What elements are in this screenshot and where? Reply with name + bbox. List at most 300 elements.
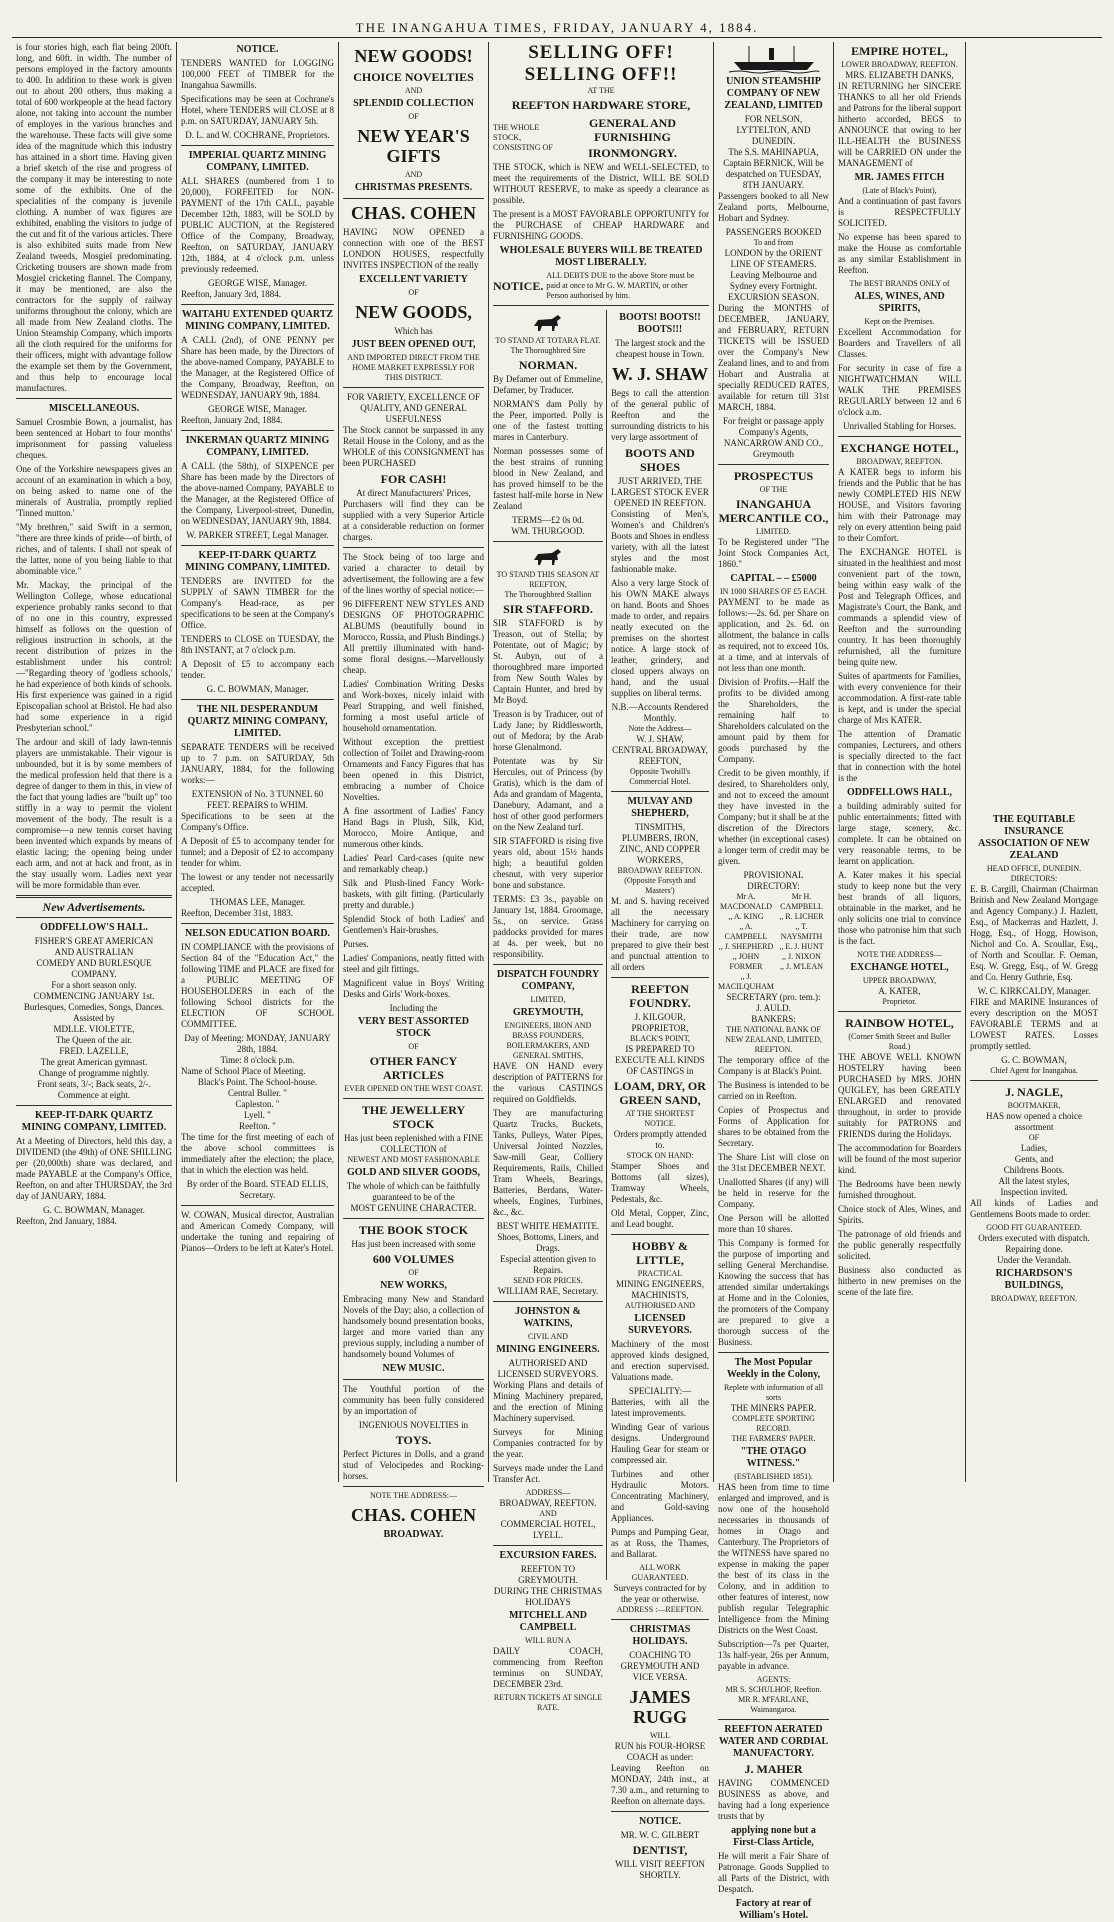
divider	[181, 304, 334, 305]
general-furnishing: GENERAL AND FURNISHING	[588, 116, 677, 144]
masthead: THE INANGAHUA TIMES, FRIDAY, JANUARY 4, 1884.	[355, 20, 759, 35]
new-advertisements-heading: New Advertisements.	[42, 900, 146, 914]
applying: applying none but a First-Class Article,	[731, 1825, 816, 1848]
broadway-reefton: BROADWAY, REEFTON.	[856, 457, 943, 466]
note-address: NOTE THE ADDRESS—	[857, 950, 942, 959]
oddfellows-line: FISHER'S GREAT AMERICAN	[34, 936, 154, 946]
directors-list: E. B. Cargill, Chairman (Chairman British and New Zealand Mortgage and Agency Company.) J. Hazlett, Esq., of Mackerras and Hazlett, J. Hogg, Esq., of Hogg, Howison, Nichol and Co. A. Scoullar, Esq., of North and Scoullar. F. Oeman, Esq. W. Gregg, Esq., of W. Gregg and Co. Henry Guthrie, Esq.	[970, 884, 1098, 982]
whole-stock: THE WHOLE STOCK, CONSISTING OF	[493, 123, 553, 152]
divider	[611, 1234, 709, 1235]
norman-dam: NORMAN'S dam Polly by the Peer, imported. Polly is one of the fastest trotting mares in Canterbury.	[493, 399, 603, 442]
oddfellows-line: FRED. LAZELLE,	[59, 1046, 129, 1056]
business: The Business is intended to be carried on in Reefton.	[718, 1080, 829, 1101]
mercantile-co: INANGAHUA MERCANTILE CO.,	[718, 497, 829, 525]
continuation: And a continuation of past favors is RESPECTFULLY SOLICITED.	[838, 196, 961, 228]
ever-opened: EVER OPENED ON THE WEST COAST.	[344, 1084, 483, 1093]
tinsmiths: TINSMITHS, PLUMBERS, IRON, ZINC, AND COPPER WORKERS,	[619, 822, 701, 865]
johnston-watkins: JOHNSTON & WATKINS,	[515, 1306, 581, 1329]
divider	[181, 145, 334, 146]
orders-executed: Orders executed with dispatch.	[978, 1233, 1090, 1243]
farmers: THE FARMERS' PAPER.	[731, 1434, 816, 1443]
suites: Suites of apartments for Families, with every convenience for their accommodation. A first-rate table is kept, and is under the special charge of Mrs KATER.	[838, 671, 961, 725]
good-fit: GOOD FIT GUARANTEED.	[986, 1223, 1082, 1232]
nagle: J. NAGLE,	[1005, 1085, 1063, 1099]
toys: TOYS.	[395, 1433, 432, 1447]
limited: LIMITED.	[756, 527, 791, 536]
and-label: AND	[404, 86, 423, 95]
batteries: Batteries, with all the latest improvements.	[611, 1397, 709, 1418]
inspection: Inspection invited.	[1000, 1187, 1068, 1197]
divider	[181, 1205, 334, 1206]
oddfellows-line: COMEDY AND BURLESQUE	[36, 958, 152, 968]
run-coach: RUN his FOUR-HORSE COACH as under:	[614, 1741, 706, 1762]
to-from: To and from	[753, 238, 794, 247]
nelson-row: Lyell. "	[244, 1110, 271, 1120]
nil-works: EXTENSION of No. 3 TUNNEL 60 FEET. REPAIRS to WHIM.	[191, 789, 324, 810]
misc-item: Samuel Crosmbie Bown, a journalist, has been sentenced at Hobart to four months' imprisonment for passing valueless cheques.	[16, 417, 172, 460]
divider	[343, 1379, 484, 1380]
bowman: G. C. BOWMAN,	[1001, 1055, 1067, 1065]
send-prices: SEND FOR PRICES.	[513, 1276, 583, 1285]
card-cases: Ladies' Pearl Card-cases (quite new and remarkably cheap.)	[343, 853, 484, 874]
contracted: Surveys contracted for by the year or otherwise.	[613, 1583, 707, 1604]
christmas-presents: CHRISTMAS PRESENTS.	[354, 182, 473, 193]
authorised-and: AUTHORISED AND	[625, 1301, 695, 1310]
notice-text: ALL DEBTS DUE to the above Store must be paid at once to Mr G. W. MARTIN, or other Person authorised by him.	[546, 271, 695, 300]
waitahu-title: WAITAHU EXTENDED QUARTZ MINING COMPANY, LIMITED.	[181, 309, 334, 332]
director-name: ,, R. LICHER	[779, 912, 824, 921]
hall: a building admirably suited for public entertainments; fitted with large stage, scenery, &c. complete. It can be obtained on very reasonable terms, to be learnt on application.	[838, 801, 961, 866]
hostelry: THE ABOVE WELL KNOWN HOSTELRY having been PURCHASED by MRS. JOHN QUIGLEY, has been GREATLY ENLARGED and renovated throughout, in order to provide suitably for PATRONS and FRIENDS during the Holidays.	[838, 1052, 961, 1139]
formed: This Company is formed for the purpose of importing and selling General Merchandise. Knowing the success that has attended similar undertakings at Home and in the Colonies, the promoters of the Company are prepared to give a thorough success of the Business.	[718, 1238, 829, 1347]
broadway: BROADWAY.	[383, 1529, 444, 1540]
divider	[611, 977, 709, 978]
licensed-surveyors: LICENSED SURVEYORS.	[628, 1313, 692, 1336]
danks: MRS. ELIZABETH DANKS,	[845, 70, 954, 80]
address: ADDRESS—	[525, 1488, 571, 1497]
capital: CAPITAL – – £5000	[730, 573, 817, 584]
oddfellows-line: The Queen of the air.	[55, 1035, 133, 1045]
accommodation: Excellent Accommodation for Boarders and Travellers of all Classes.	[838, 327, 961, 359]
consisting: Consisting of Men's, Women's and Children's Boots and Shoes in endless variety, with all the latest styles and the most fashionable make.	[611, 509, 709, 574]
divider	[181, 923, 334, 924]
thoroughbred-sire: The Thoroughbred Sire	[510, 346, 586, 355]
bankers: BANKERS:	[751, 1014, 796, 1024]
largest-stock: The largest stock and the cheapest house in Town.	[615, 338, 705, 359]
oddfellows-hall: ODDFELLOWS HALL,	[846, 787, 953, 798]
credit: Credit to be given monthly, if desired, to Shareholders only, and not to exceed the amount they have invested in the Company; but it shall be at the discretion of the Directors whether (in exceptional cases) a longer term of credit may be given.	[718, 768, 829, 866]
hobby-little: HOBBY & LITTLE,	[632, 1239, 688, 1267]
return-tickets: RETURN TICKETS AT SINGLE RATE.	[493, 1693, 603, 1712]
writing-desks: Ladies' Combination Writing Desks and Work-boxes, nicely inlaid with Pearl Strapping, and well finished, forming a most useful article of household ornamentation.	[343, 679, 484, 733]
authorised-surveyors: AUTHORISED AND LICENSED SURVEYORS.	[497, 1358, 599, 1379]
masthead-rule	[12, 37, 1102, 38]
nelson-table-head: Name of School Place of Meeting.	[181, 1066, 306, 1076]
horse-icon	[530, 546, 566, 568]
waitahu-body: A CALL (2nd), of ONE PENNY per Share has been made, by the Directors of the above-named Company, PAYABLE to the Manager, at the Registered Office of the Company, Broadway, Reefton, on WEDNESDAY, JANUARY 9th, 1884.	[181, 335, 334, 400]
oddfellows-line: For a short season only.	[51, 980, 137, 990]
share-list: The Share List will close on the 31st DECEMBER NEXT.	[718, 1152, 829, 1173]
auld: J. AULD.	[756, 1003, 791, 1013]
stafford-body: SIR STAFFORD is by Treason, out of Stella; by Potentate, out of Magic; by St. Aubyn, out of a thoroughbred mare imported from New South Wales by Captain Hunter, and bred by Mr Boyd.	[493, 618, 603, 705]
cochrane-signature: D. L. and W. COCHRANE, Proprietors.	[185, 130, 330, 140]
divider	[611, 1811, 709, 1812]
chief-agent: Chief Agent for Inangahua.	[990, 1066, 1078, 1075]
at-direct: At direct Manufacturers' Prices,	[356, 488, 471, 498]
reefton-greymouth: REEFTON TO GREYMOUTH.	[518, 1564, 578, 1585]
divider	[343, 1098, 484, 1099]
nelson-table	[181, 1077, 334, 1132]
equitable-insurance: THE EQUITABLE INSURANCE ASSOCIATION OF NEW ZEALAND	[978, 814, 1090, 861]
imported-direct: AND IMPORTED DIRECT FROM THE HOME MARKET EXPRESSLY FOR THIS DISTRICT.	[347, 353, 480, 382]
mahinapua: The S.S. MAHINAPUA, Captain BERNICK, Will be despatched on TUESDAY, 8TH JANUARY.	[723, 147, 824, 190]
sporting: COMPLETE SPORTING RECORD.	[732, 1414, 815, 1433]
new-music: NEW MUSIC.	[382, 1363, 445, 1374]
misc-item: Mr. Mackay, the principal of the Wellington College, whose educational experience probably ranks second to that of no one in this country, expressed himself as follows on the question of religious instruction in schools, at the recent distribution of prizes in the establishment under his control:—"Regarding theory of 'godless schools,' he had experience of both kinds of schools. His first experience was gained in a rigid Episcopalian school at Bristol. He had also had some experience in a rigid Presbyterian school."	[16, 580, 172, 733]
divider	[838, 1011, 961, 1012]
opposite-twohill: Opposite Twohill's Commercial Hotel.	[629, 767, 691, 786]
union-steamship: UNION STEAMSHIP COMPANY OF NEW ZEALAND, LIMITED	[724, 76, 823, 111]
will-visit: WILL VISIT REEFTON SHORTLY.	[615, 1859, 705, 1880]
albums: 96 DIFFERENT NEW STYLES AND DESIGNS OF PHOTOGRAPHIC ALBUMS (beautifully bound in Morocco, Russia, and Plush Bindings.) All prettily illuminated with hand-some floral designs.—Marvellously cheap.	[343, 599, 484, 675]
inkerman-signature: W. PARKER STREET, Legal Manager.	[186, 530, 329, 540]
hair-brushes: Splendid Stock of both Ladies' and Gentlemen's Hair-brushes.	[343, 914, 484, 935]
perfect-pictures: Perfect Pictures in Dolls, and a grand stud of Velocipedes and Rocking-horses.	[343, 1449, 484, 1481]
greymouth: GREYMOUTH,	[512, 1007, 584, 1018]
nelson-row: Black's Point. The School-house.	[197, 1077, 318, 1087]
sir-stafford: SIR STAFFORD.	[503, 602, 593, 616]
prepared: IS PREPARED TO EXECUTE ALL KINDS OF CASTINGS in	[615, 1044, 705, 1076]
all-latest: All the latest styles,	[998, 1176, 1070, 1186]
divider	[493, 305, 709, 306]
will: WILL	[650, 1731, 670, 1740]
nelson-day: Day of Meeting: MONDAY, JANUARY 28th, 1884.	[184, 1033, 331, 1054]
hardware-store: REEFTON HARDWARE STORE,	[511, 98, 691, 112]
broadway-reefton: BROADWAY REEFTON.	[617, 866, 703, 875]
mitchell-campbell: MITCHELL AND CAMPBELL	[508, 1610, 588, 1633]
passengers-booked: PASSENGERS BOOKED	[725, 227, 822, 237]
bedrooms: The Bedrooms have been newly furnished throughout.	[838, 1179, 961, 1200]
which-has: Which has	[394, 326, 433, 336]
boys-desks: Magnificent value in Boys' Writing Desks and Girls' Work-boxes.	[343, 978, 484, 999]
gold-silver: GOLD AND SILVER GOODS,	[347, 1167, 480, 1178]
kid-signature: G. C. BOWMAN, Manager.	[206, 684, 309, 694]
embracing: Embracing many New and Standard Novels of the Day; also, a collection of handsomely bound presentation books, larger and more varied than any previous supply, including a number of handsomely bound Volumes of	[343, 1294, 484, 1359]
stock-new: THE STOCK, which is NEW and WELL-SELECTED, to meet the requirements of the District, WILL BE SOLD WITHOUT RESERVE, to make as speedy a clearance as possible.	[493, 162, 709, 205]
misc-item: "My brethren," said Swift in a sermon, "there are three kinds of pride—of birth, of riches, and of talents. I shall not speak of the latter, none of you being liable to that abominable vice."	[16, 522, 172, 576]
nil-date: Reefton, December 31st, 1883.	[181, 908, 293, 918]
manufacturing: They are manufacturing Quartz Trucks, Buckets, Tanks, Pulleys, Water Pipes, Universal Jointed Nozzles, Saw-mill Gear, Colliery Requirements, Rails, Chilled Tram Wheels, Bearings, Batteries, Berdans, Water-wheels, Engines, Turbines, &c., &c.	[493, 1108, 603, 1217]
machinery: Machinery of the most approved kinds designed, and erection supervised. Valuations made.	[611, 1339, 709, 1382]
address-reefton: ADDRESS :—REEFTON.	[616, 1605, 704, 1614]
childrens: Childrens Boots.	[1003, 1165, 1065, 1175]
excursion-fares: EXCURSION FARES.	[499, 1550, 597, 1561]
otago-witness: "THE OTAGO WITNESS."	[740, 1446, 807, 1469]
best-assorted: VERY BEST ASSORTED STOCK	[357, 1016, 469, 1039]
director-name: ,, A. CAMPBELL	[724, 922, 768, 941]
london-orient: LONDON by the ORIENT LINE OF STEAMERS. Leaving Melbourne and Sydney every Fortnight.	[724, 248, 823, 291]
blacks-point: BLACK'S POINT,	[630, 1034, 690, 1043]
inkerman-body: A CALL (the 58th), of SIXPENCE per Share has been made by the Directors of the above-named Company, PAYABLE to the Manager, at the Registered Office of the Company, Liverpool-street, Dunedin, on WEDNESDAY, JANUARY 9th, 1884.	[181, 461, 334, 526]
note-address: Note the Address—	[628, 724, 692, 733]
thurgood: WM. THURGOOD.	[511, 526, 585, 536]
exchange-hotel-2: EXCHANGE HOTEL,	[850, 962, 949, 973]
present-opportunity: The present is a MOST FAVORABLE OPPORTUNITY for the PURCHASE of CHEAP HARDWARE and FURNISHING GOODS.	[493, 209, 709, 241]
of-label: OF	[408, 1268, 419, 1277]
all-work: ALL WORK GUARANTEED.	[631, 1563, 689, 1582]
central-broadway: CENTRAL BROADWAY, REEFTON,	[612, 745, 708, 766]
divider	[718, 1719, 829, 1720]
copies: Copies of Prospectus and Forms of Application for shares to be obtained from the Secretary.	[718, 1105, 829, 1148]
empire-hotel: EMPIRE HOTEL,	[851, 44, 948, 58]
mining-engineers: MINING ENGINEERS.	[496, 1344, 600, 1355]
chas-cohen: CHAS. COHEN	[350, 203, 476, 223]
nil-body: A Deposit of £5 to accompany tender for tunnel; and a Deposit of £2 to accompany tender for whim.	[181, 836, 334, 868]
nil-body: Specifications to be seen at the Company's Office.	[181, 811, 334, 832]
oddfellows-title: ODDFELLOW'S HALL.	[40, 922, 148, 933]
divider	[718, 464, 829, 465]
work-baskets: Silk and Plush-lined Fancy Work-baskets, with gilt fitting. (Particularly pretty and durable.)	[343, 878, 484, 910]
columns	[12, 42, 1102, 1921]
old-metal: Old Metal, Copper, Zinc, and Lead bought.	[611, 1208, 709, 1229]
directors-left	[718, 892, 774, 992]
chas-cohen-2: CHAS. COHEN	[350, 1505, 476, 1525]
working-plans: Working Plans and details of Mining Machinery prepared, and the erection of Mining Machinery supervised.	[493, 1380, 603, 1423]
oddfellows-line: COMPANY.	[71, 969, 117, 979]
turbines: Turbines and other Hydraulic Motors. Concentrating Machinery, and Gold-saving Appliances.	[611, 1469, 709, 1523]
kid-title: KEEP-IT-DARK QUARTZ MINING COMPANY, LIMITED.	[185, 550, 330, 573]
selling-off-heading: SELLING OFF! SELLING OFF!!	[524, 42, 678, 85]
especial: Especial attention given to Repairs.	[500, 1254, 596, 1275]
divider	[16, 895, 172, 898]
director-name: Mr H. CAMPBELL	[780, 892, 823, 911]
new-years-gifts: NEW YEAR'S GIFTS	[357, 126, 470, 166]
miners-paper: THE MINERS PAPER.	[730, 1403, 817, 1413]
article-continuation: is four stories high, each flat being 200ft. long, and 60ft. in width. The number of persons employed in the factory amounts to 400. In addition to these work is given out to about 200 others, thus making a total of 600 workpeople at the head factory alone, not taking into account the number of employes in the various branches and the warehouse. These facts will give some idea of the magnitude which this industry has attained in a short time. Having given a brief sketch of the rise and progress of the company it may be interesting to note some of the exhibits. One of the specialities of the company is juvenile clothing. A number of wax figures are exhibited, enabling the visitors to judge of the cut and fit of the various articles. There is also exhibited suits made from New Zealand tweeds, Mosgiel predominating. Cricketing trousers are shown made from Mosgiel cricketing flannel. The Company, it may be mentioned, are also the contractors for the supply of railway uniforms throughout the colony, which are all made from New Zealand cloths. The Union Steamship Company, which imports all the cloth required for the uniforms for their officers, might with advantage follow the example set them by the Government, and thus help to encourage local manufactures.	[16, 42, 172, 393]
cowan-notice: W. COWAN, Musical director, Australian and American Comedy Company, will undertake the tuning and repairing of Pianos—Orders to be left at Kater's Hotel.	[181, 1210, 334, 1253]
director-name: ,, J. SHEPHERD	[718, 942, 774, 951]
directors-right	[774, 892, 829, 992]
broadway-reefton: BROADWAY, REEFTON.	[499, 1498, 597, 1508]
nil-body: The lowest or any tender not necessarily accepted.	[181, 872, 334, 893]
oddfellows-line: AND AUSTRALIAN	[54, 947, 134, 957]
has-now: HAS now opened a choice assortment	[986, 1111, 1082, 1132]
divider	[16, 917, 172, 918]
dentist: DENTIST,	[632, 1843, 688, 1857]
six-hundred-volumes: 600 VOLUMES	[372, 1252, 455, 1266]
by-defamer: By Defamer out of Emmeline, Defamer, by Traducer.	[493, 374, 603, 395]
hematite: BEST WHITE HEMATITE.	[496, 1221, 600, 1231]
stampers: Stamper Shoes and Bottoms (all sizes), Tramway Wheels, Pedestals, &c.	[611, 1161, 709, 1204]
christmas-holidays-heading: CHRISTMAS HOLIDAYS.	[629, 1624, 691, 1647]
speciality: SPECIALITY:—	[628, 1386, 692, 1396]
for-cash: FOR CASH!	[380, 472, 447, 486]
tenders-logging-details: Specifications may be seen at Cochrane's Hotel, where TENDERS will CLOSE at 8 p.m. on SATURDAY, JANUARY 5th.	[181, 94, 334, 126]
new-goods-2: NEW GOODS,	[355, 302, 472, 322]
nil-title: THE NIL DESPERANDUM QUARTZ MINING COMPANY, LIMITED.	[187, 704, 328, 739]
most-popular: The Most Popular Weekly in the Colony,	[726, 1357, 821, 1380]
notice-heading: NOTICE.	[236, 44, 279, 55]
kater: A KATER begs to inform his friends and the Public that he has newly COMPLETED HIS NEW HOUSE, and Visitors favoring him with their Patronage may rely on every attention being paid to their Comfort.	[838, 467, 961, 543]
mulvay-shepherd: MULVAY AND SHEPHERD,	[627, 796, 693, 819]
choice-novelties: CHOICE NOVELTIES	[353, 70, 474, 84]
imperial-body: ALL SHARES (numbered from 1 to 20,000), FORFEITED for NON-PAYMENT of the 17th CALL, payable December 12th, 1883, will be SOLD by PUBLIC AUCTION, at the Registered Office of the Company, Broadway, Reefton, on SATURDAY, JANUARY 12th, 1884, at 4 o'clock p.m. unless previously redeemed.	[181, 176, 334, 274]
aerated-water: REEFTON AERATED WATER AND CORDIAL MANUFACTORY.	[718, 1724, 829, 1759]
director-name: ,, J. M'LEAN	[780, 962, 823, 971]
broadway-reefton: BROADWAY, REEFTON.	[990, 1294, 1078, 1303]
one-person: One Person will be allotted more than 10 shares.	[718, 1213, 829, 1234]
gents: Gents, and	[1014, 1154, 1054, 1164]
excursion-season: EXCURSION SEASON.	[727, 292, 819, 302]
divider	[493, 541, 603, 542]
column-5	[714, 42, 834, 1921]
gilbert: MR. W. C. GILBERT	[620, 1830, 700, 1840]
including: Including the	[389, 1003, 438, 1013]
oddfellows-line: COMMENCING JANUARY 1st.	[33, 991, 155, 1001]
divider	[611, 1619, 709, 1620]
just-arrived: JUST ARRIVED, THE LARGEST STOCK EVER OPENED IN REEFTON.	[611, 476, 709, 508]
stand-totara: TO STAND AT TOTARA FLAT.	[495, 336, 601, 345]
daily-coach: DAILY COACH, commencing from Reefton terminus on SUNDAY, DECEMBER 23rd.	[493, 1646, 603, 1689]
stock-varied: The Stock being of too large and varied a character to detail by advertisement, the following are a few of the lines worthy of special notice:—	[343, 552, 484, 595]
divider	[343, 547, 484, 548]
notice-word: NOTICE.	[493, 279, 544, 293]
imperial-signature: GEORGE WISE, Manager.	[208, 278, 307, 288]
nelson-body: IN COMPLIANCE with the provisions of Section 84 of the "Education Act," the following TIME and PLACE are fixed for a PUBLIC MEETING OF HOUSEHOLDERS in each of the following School districts for the ELECTION OF SCHOOL COMMITTEE.	[181, 942, 334, 1029]
has-just: Has just been increased with some	[351, 1239, 476, 1249]
own-make: Also a very large Stock of his OWN MAKE always on hand. Boots and Shoes made to order, and repairs neatly executed on the premises on the shortest notice. A large stock of leather, grindery, and closed uppers always on hand, and the usual supplies on liberal terms.	[611, 578, 709, 698]
kept-premises: Kept on the Premises.	[864, 317, 935, 326]
opposite-forsyth: (Opposite Forsyth and Masters')	[624, 876, 696, 895]
other-fancy: OTHER FANCY ARTICLES	[369, 1054, 458, 1082]
no-expense: No expense has been spared to make the House as comfortable as any similar Establishment in Reefton.	[838, 232, 961, 275]
head-office: HEAD OFFICE, DUNEDIN.	[986, 864, 1082, 873]
nelson-body: The time for the first meeting of each of the above school committees is immediately after the election; the place, that in which the election was held.	[181, 1132, 334, 1175]
upper-broadway: UPPER BROADWAY,	[862, 976, 937, 985]
keep-it-dark-title: KEEP-IT-DARK QUARTZ MINING COMPANY, LIMITED.	[21, 1110, 167, 1133]
exchange-hotel: EXCHANGE HOTEL,	[840, 441, 959, 455]
and-label: AND	[404, 170, 423, 179]
wholesale: WHOLESALE BUYERS WILL BE TREATED MOST LIBERALLY.	[499, 245, 703, 268]
payment: PAYMENT to be made as follows:—2s. 6d. per Share on application, and 2s. 6d. on allotment, the balance in calls as required, not to exceed 10s. at a time, and at intervals of not less than one month.	[718, 597, 829, 673]
cohen-having: HAVING NOW OPENED a connection with one of the BEST LONDON HOUSES, respectfully INVITES INSPECTION of the really	[343, 227, 484, 270]
nelson-row: Central Buller. "	[228, 1088, 287, 1098]
directors: DIRECTORS:	[1010, 874, 1058, 883]
kater-study: A. Kater makes it his special study to keep none but the very best brands of all liquors, obtainable in the market, and he only solicits one trial to convince those who patronise him that such is the fact.	[838, 870, 961, 946]
column-1	[12, 42, 177, 1482]
toilet-ornaments: Without exception the prettiest collection of Toilet and Drawing-room Ornaments and Fancy Figures that has been opened in this District, embracing a number of Choice Novelties.	[343, 737, 484, 802]
james-rugg: JAMES RUGG	[629, 1687, 691, 1727]
divider	[970, 1080, 1098, 1081]
jewellery-stock: THE JEWELLERY STOCK	[361, 1103, 466, 1131]
commercial-hotel: COMMERCIAL HOTEL, LYELL.	[500, 1519, 596, 1540]
nelson-title: NELSON EDUCATION BOARD.	[184, 928, 331, 939]
corner: (Corner Smith Street and Buller Road.)	[848, 1032, 951, 1051]
divider	[493, 1545, 603, 1546]
imperial-date: Reefton, January 3rd, 1884.	[181, 289, 281, 299]
oddfellows-line: MDLLE. VIOLETTE,	[53, 1024, 135, 1034]
new-goods-heading: NEW GOODS!	[354, 46, 473, 66]
pumps: Pumps and Pumping Gear, as at Ross, the Thames, and Ballarat.	[611, 1527, 709, 1559]
director-name: ,, J. NIXON	[782, 952, 821, 961]
directors-table	[718, 892, 829, 992]
for-nelson: FOR NELSON, LYTTELTON, AND DUNEDIN.	[736, 114, 811, 146]
splendid-collection: SPLENDID COLLECTION	[353, 98, 474, 109]
divider	[16, 398, 172, 399]
fitch: MR. JAMES FITCH	[854, 172, 945, 183]
kid-body: TENDERS are INVITED for the SUPPLY of SAWN TIMBER for the Company's Head-race, as per specifications to be seen at the Company's Office.	[181, 576, 334, 630]
engineers: ENGINEERS, IRON AND BRASS FOUNDERS, BOILERMAKERS, AND GENERAL SMITHS,	[504, 1021, 592, 1060]
dispatch-foundry: DISPATCH FOUNDRY COMPANY,	[496, 969, 600, 992]
ironmongry: IRONMONGRY.	[588, 146, 677, 160]
boarders: The accommodation for Boarders will be found of the most superior kind.	[838, 1143, 961, 1175]
oddfellows-line: The great American gymnast.	[40, 1057, 148, 1067]
rainbow-hotel: RAINBOW HOTEL,	[845, 1016, 954, 1030]
ladies: Ladies,	[1020, 1143, 1048, 1153]
oddfellows-line: Commence at eight.	[57, 1090, 131, 1100]
norman-strains: Norman possesses some of the best strains of running blood in New Zealand, and has proved himself to be the fastest half-mile horse in New Zealand	[493, 446, 603, 511]
begs: Begs to call the attention of the general public of Reefton and the surrounding districts to his very large assortment of	[611, 388, 709, 442]
shaw-2: W. J. SHAW,	[636, 734, 684, 744]
mining-engineers-machinists: MINING ENGINEERS, MACHINISTS,	[616, 1279, 704, 1300]
at-the-label: AT THE	[587, 86, 615, 95]
shares: IN 1000 SHARES OF £5 EACH.	[719, 587, 828, 596]
waitahu-signature: GEORGE WISE, Manager.	[208, 404, 307, 414]
director-name: ,, E. J. HUNT	[779, 942, 824, 951]
leaving: Leaving Reefton on MONDAY, 24th inst., at 7.30 a.m., and returning to Reefton on alternate days.	[611, 1763, 709, 1806]
oddfellows-line: Burlesques, Comedies, Songs, Dances.	[23, 1002, 165, 1012]
of-label: OF	[408, 112, 419, 121]
merit: He will merit a Fair Share of Patronage. Goods Supplied to all Parts of the District, with Despatch.	[718, 1851, 829, 1894]
commenced: HAVING COMMENCED BUSINESS as above, and having had a long experience trusts that by	[718, 1778, 829, 1821]
of-label: OF	[408, 1042, 419, 1051]
whole-guaranteed: The whole of which can be faithfully guaranteed to be of the	[346, 1181, 481, 1202]
notice-2: NOTICE.	[639, 1816, 681, 1827]
nancarrow: NANCARROW AND CO., Greymouth	[723, 438, 824, 459]
nelson-signature: By order of the Board. STEAD ELLIS, Secretary.	[186, 1179, 329, 1200]
practical: PRACTICAL	[637, 1269, 683, 1278]
misc-heading: MISCELLANEOUS.	[48, 403, 140, 414]
divider	[493, 1301, 603, 1302]
divider	[718, 1352, 829, 1353]
christmas-holidays: DURING THE CHRISTMAS HOLIDAYS	[493, 1586, 603, 1607]
divider	[343, 1218, 484, 1219]
steamship-icon	[729, 44, 819, 74]
nil-signature: THOMAS LEE, Manager.	[210, 897, 305, 907]
ingenious: INGENIOUS NOVELTIES in	[358, 1420, 469, 1430]
tenders-logging: TENDERS WANTED for LOGGING 100,000 FEET of TIMBER for the Inangahua Sawmills.	[181, 58, 334, 90]
divider	[343, 387, 484, 388]
stafford-terms: TERMS: £3 3s., payable on January 1st, 1884. Groomage, 5s., on service. Grass paddocks provided for mares at 4s. per week, but no responsibility.	[493, 894, 603, 959]
stafford-body: Potentate was by Sir Hercules, out of Princess (by Gratis), which is the dam of Ada and grandam of Magenta, Danebury, Adamant, and a host of other good performers on the New Zealand turf.	[493, 756, 603, 832]
kilgour: J. KILGOUR, PROPRIETOR,	[631, 1012, 689, 1033]
established: (ESTABLISHED 1851).	[734, 1472, 813, 1481]
dramatic: The attention of Dramatic companies, Lecturers, and others is specially directed to the fact that in connection with the hotel is the	[838, 729, 961, 783]
stock-on-hand: STOCK ON HAND:	[626, 1151, 694, 1160]
and-label: AND	[539, 1509, 557, 1518]
note-address: NOTE THE ADDRESS:—	[370, 1491, 457, 1500]
horse-icon	[530, 312, 566, 334]
youthful: The Youthful portion of the community has been fully considered by an importation of	[343, 1384, 484, 1416]
surveys: Surveys for Mining Companies contracted for by the year.	[493, 1427, 603, 1459]
boots-and-shoes: BOOTS AND SHOES	[625, 446, 695, 474]
returning: IN RETURNING her SINCERE THANKS to all her old Friends and Patrons for the liberal support hitherto accorded, BEGS to ANNOUNCE that owing to her ILL-HEALTH the BUSINESS will be CARRIED ON under the MANAGEMENT of	[838, 81, 961, 168]
factory: Factory at rear of William's Hotel.	[735, 1898, 812, 1921]
maher: J. MAHER	[744, 1762, 803, 1776]
of-label: OF	[408, 288, 419, 297]
column-2	[177, 42, 339, 1482]
kater-2: A. KATER,	[878, 986, 921, 996]
